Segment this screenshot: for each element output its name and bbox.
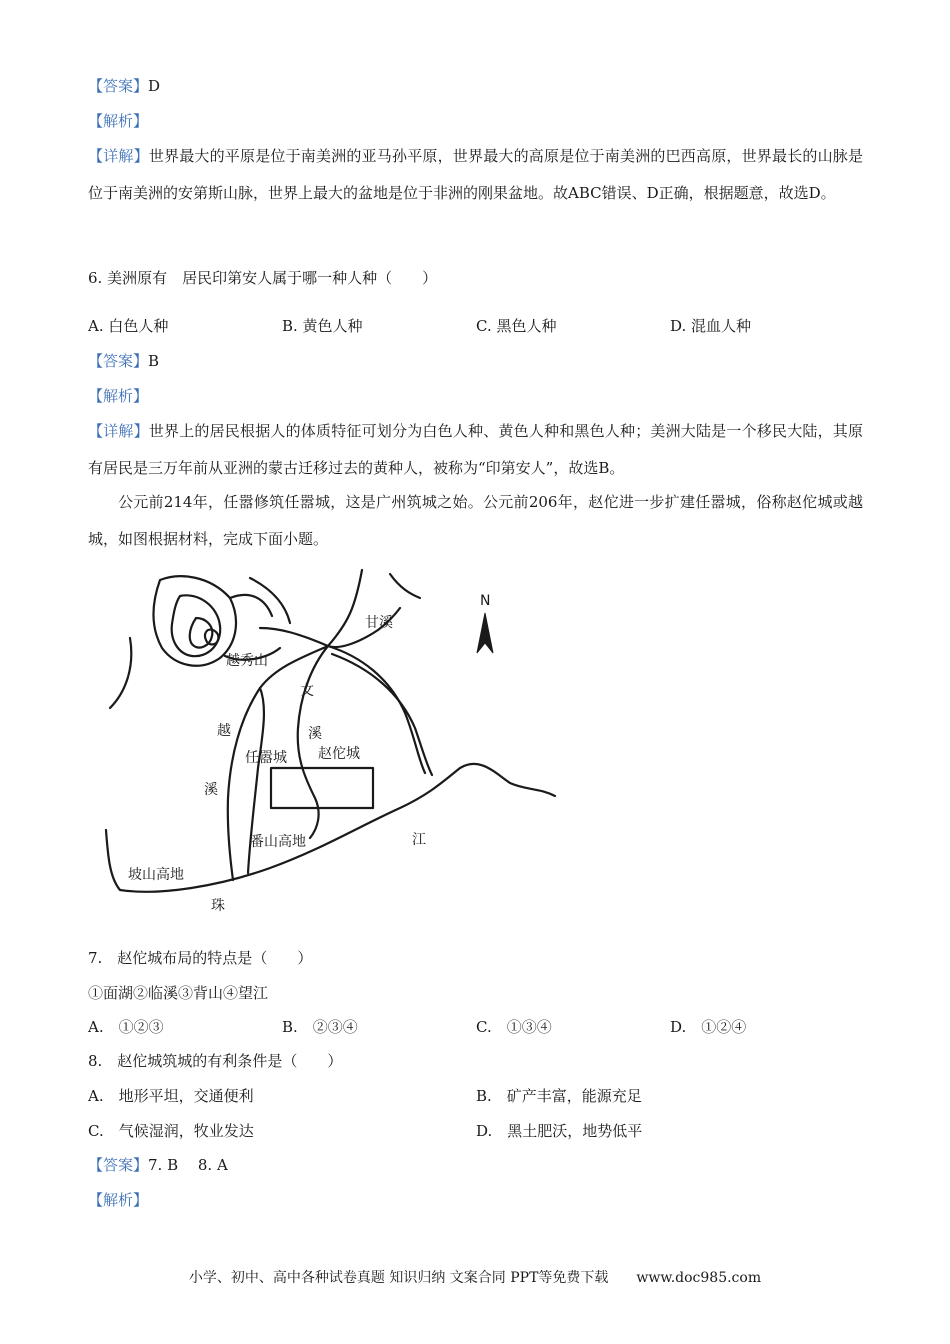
q7-statements: ①面湖②临溪③背山④望江	[88, 984, 269, 1002]
detail-tag: 【详解】	[88, 147, 149, 165]
q7-question: 7. 赵佗城布局的特点是（ ）	[88, 949, 313, 967]
label-wen: 文	[300, 683, 314, 699]
q8-option-c: C. 气候湿润，牧业发达	[88, 1122, 254, 1140]
q6-option-d: D. 混血人种	[670, 317, 752, 335]
q8-option-b: B. 矿产丰富，能源充足	[476, 1087, 642, 1105]
label-ganxi: 甘溪	[365, 615, 393, 631]
q7-option-b: B. ②③④	[282, 1018, 358, 1036]
page-footer: 小学、初中、高中各种试卷真题 知识归纳 文案合同 PPT等免费下载 www.doc985.com	[188, 1270, 762, 1286]
north-arrow	[477, 593, 493, 653]
detail-text: 世界上的居民根据人的体质特征可划分为白色人种、黄色人种和黑色人种；美洲大陆是一个移民大陆，其原有居民是三万年前从亚洲的蒙古迁移过去的黄种人，被称为“印第安人”，故选B。	[88, 422, 863, 477]
q8-option-d: D. 黑土肥沃，地势低平	[476, 1122, 643, 1140]
contour-ridge-3	[250, 578, 290, 623]
q5-detail	[88, 138, 863, 212]
answer-tag: 【答案】	[88, 352, 149, 370]
q6-answer	[88, 351, 159, 371]
q78-answer	[88, 1155, 228, 1175]
material-text: 公元前214年，任嚣修筑任嚣城，这是广州筑城之始。公元前206年，赵佗进一步扩建任嚣城，俗称赵佗城或越城，如图根据材料，完成下面小题。	[88, 493, 863, 548]
q7-option-c: C. ①③④	[476, 1018, 552, 1036]
q6-option-b: B. 黄色人种	[282, 317, 363, 335]
north-arrow-icon	[477, 613, 493, 653]
q6-option-c: C. 黑色人种	[476, 317, 557, 335]
answer-value: B	[148, 352, 160, 370]
label-xi-1: 溪	[308, 726, 322, 742]
north-road	[390, 574, 420, 598]
q7-option-d: D. ①②④	[670, 1018, 747, 1036]
label-yue: 越	[217, 723, 231, 739]
label-poshan: 坡山高地	[128, 867, 184, 883]
western-hill	[110, 638, 131, 708]
label-xi-2: 溪	[204, 782, 218, 798]
answer-tag: 【答案】	[88, 77, 149, 95]
answer-value: 7. B 8. A	[148, 1156, 228, 1174]
label-zhaotuocheng: 赵佗城	[318, 746, 360, 762]
answer-tag: 【答案】	[88, 1156, 149, 1174]
ancient-guangzhou-map	[100, 568, 560, 918]
q5-answer	[88, 76, 160, 96]
q78-analysis-tag: 【解析】	[88, 1191, 149, 1209]
detail-text: 世界最大的平原是位于南美洲的亚马孙平原，世界最大的高原是位于南美洲的巴西高原，世界最长的山脉是位于南美洲的安第斯山脉，世界上最大的盆地是位于非洲的刚果盆地。故ABC错误、D正确，根据题意，故选D。	[88, 147, 863, 202]
zhaotuo-city-wall	[271, 768, 373, 808]
label-zhu: 珠	[211, 898, 225, 914]
q6-option-a: A. 白色人种	[88, 317, 169, 335]
label-panshan: 番山高地	[250, 834, 306, 850]
detail-tag: 【详解】	[88, 422, 149, 440]
q5-analysis-tag: 【解析】	[88, 112, 149, 130]
q8-option-a: A. 地形平坦，交通便利	[88, 1087, 254, 1105]
contour-ridge-1	[230, 595, 272, 616]
q7-option-a: A. ①②③	[88, 1018, 164, 1036]
q6-analysis-tag: 【解析】	[88, 387, 149, 405]
map-lines	[106, 570, 555, 892]
gan-creek	[328, 570, 362, 646]
label-yuexiushan: 越秀山	[226, 653, 268, 669]
wen-creek	[298, 646, 328, 838]
answer-value: D	[148, 77, 161, 95]
label-jiang: 江	[412, 832, 426, 848]
q6-detail	[88, 413, 863, 487]
north-label: N	[480, 593, 491, 609]
q6-question: 6. 美洲原有 居民印第安人属于哪一种人种（ ）	[88, 269, 438, 287]
q8-question: 8. 赵佗城筑城的有利条件是（ ）	[88, 1052, 343, 1070]
label-renxiaocheng: 任嚣城	[245, 750, 287, 766]
